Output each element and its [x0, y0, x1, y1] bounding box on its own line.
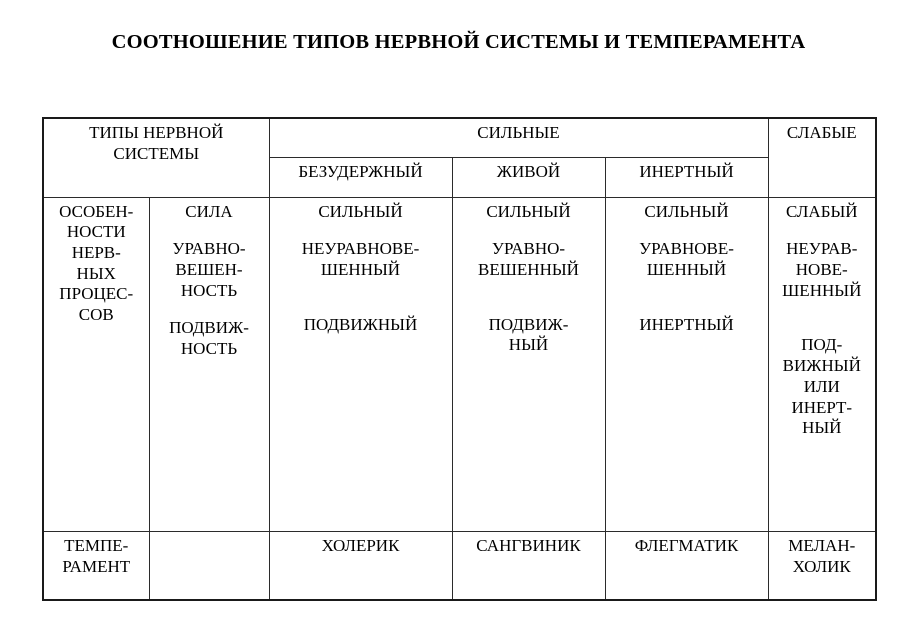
- matrix-table: [42, 117, 877, 601]
- header-group-strong: СИЛЬНЫЕ: [269, 118, 768, 158]
- table-header-row-primary: [43, 118, 876, 158]
- properties-unrestrained: СИЛЬНЫЙ НЕУРАВНОВЕ- ШЕННЫЙ ПОДВИЖНЫЙ: [269, 197, 452, 532]
- properties-weak: СЛАБЫЙ НЕУРАВ- НОВЕ- ШЕННЫЙ ПОД- ВИЖНЫЙ ИЛИ ИНЕРТ- НЫЙ: [768, 197, 876, 532]
- page-title: СООТНОШЕНИЕ ТИПОВ НЕРВНОЙ СИСТЕМЫ И ТЕМПЕРАМЕНТА: [111, 31, 806, 53]
- properties-lively: СИЛЬНЫЙ УРАВНО- ВЕШЕННЫЙ ПОДВИЖ- НЫЙ: [452, 197, 605, 532]
- header-subtype-unrestrained: БЕЗУДЕРЖНЫЙ: [269, 158, 452, 197]
- properties-inert: СИЛЬНЫЙ УРАВНОВЕ- ШЕННЫЙ ИНЕРТНЫЙ: [605, 197, 768, 532]
- temperament-criteria-blank: [149, 532, 269, 600]
- header-nervous-system-types: ТИПЫ НЕРВНОЙ СИСТЕМЫ: [43, 118, 269, 197]
- row-label-temperament: ТЕМПЕ- РАМЕНТ: [43, 532, 149, 600]
- header-group-weak: СЛАБЫЕ: [768, 118, 876, 197]
- table-row-nervous-process-properties: [43, 197, 876, 532]
- header-subtype-inert: ИНЕРТНЫЙ: [605, 158, 768, 197]
- table-row-temperament: [43, 532, 876, 600]
- temperament-inert: ФЛЕГМАТИК: [605, 532, 768, 600]
- criteria-column: СИЛА УРАВНО- ВЕШЕН- НОСТЬ ПОДВИЖ- НОСТЬ: [149, 197, 269, 532]
- header-subtype-lively: ЖИВОЙ: [452, 158, 605, 197]
- row-label-nervous-process-properties: ОСОБЕН- НОСТИ НЕРВ- НЫХ ПРОЦЕС- СОВ: [43, 197, 149, 532]
- temperament-unrestrained: ХОЛЕРИК: [269, 532, 452, 600]
- nervous-system-temperament-table: [42, 117, 875, 601]
- temperament-weak: МЕЛАН- ХОЛИК: [768, 532, 876, 600]
- temperament-lively: САНГВИНИК: [452, 532, 605, 600]
